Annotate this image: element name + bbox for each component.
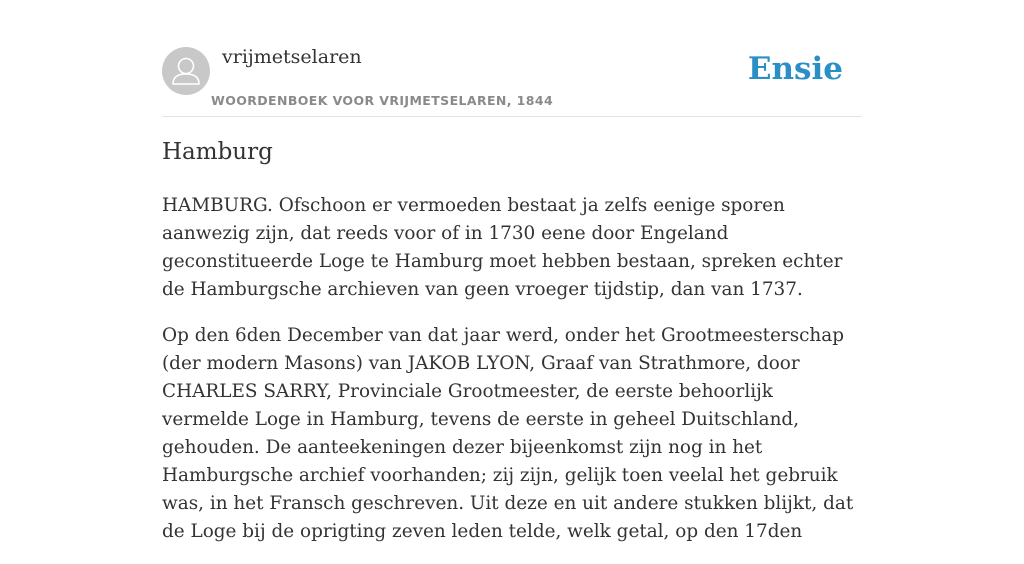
- article-paragraph: HAMBURG. Ofschoon er vermoeden bestaat ja zelfs eenige sporen aanwezig zijn, dat reeds voor of in 1730 eene door Engeland geconstitueerde Loge te Hamburg moet hebben bestaan, spreken echter de Hamburgsche archieven van geen vroeger tijdstip, dan van 1737.: [162, 195, 843, 300]
- article-body: [162, 192, 862, 564]
- author-link[interactable]: vrijmetselaren: [222, 46, 362, 68]
- source-label: WOORDENBOEK VOOR VRIJMETSELAREN, 1844: [211, 93, 554, 108]
- article-paragraph: Op den 6den December van dat jaar werd, onder het Grootmeesterschap (der modern Masons) van JAKOB LYON, Graaf van Strathmore, door CHARLES SARRY, Provinciale Grootmeester, de eerste behoorlijk vermelde Loge in Hamburg, tevens de eerste in geheel Duitschland, gehouden. De aanteekeningen dezer bijeenkomst zijn nog in het Hamburgsche archief voorhanden; zij zijn, gelijk toen veelal het gebruik was, in het Fransch geschreven. Uit deze en uit andere stukken blijkt, dat de Loge bij de oprigting zeven leden telde, welk getal, op den 17den: [162, 325, 854, 542]
- brand-logo[interactable]: Ensie: [747, 51, 843, 87]
- page-header: [162, 0, 862, 117]
- user-silhouette-icon: [162, 47, 210, 95]
- article-title: Hamburg: [162, 139, 273, 165]
- author-avatar[interactable]: [162, 47, 210, 95]
